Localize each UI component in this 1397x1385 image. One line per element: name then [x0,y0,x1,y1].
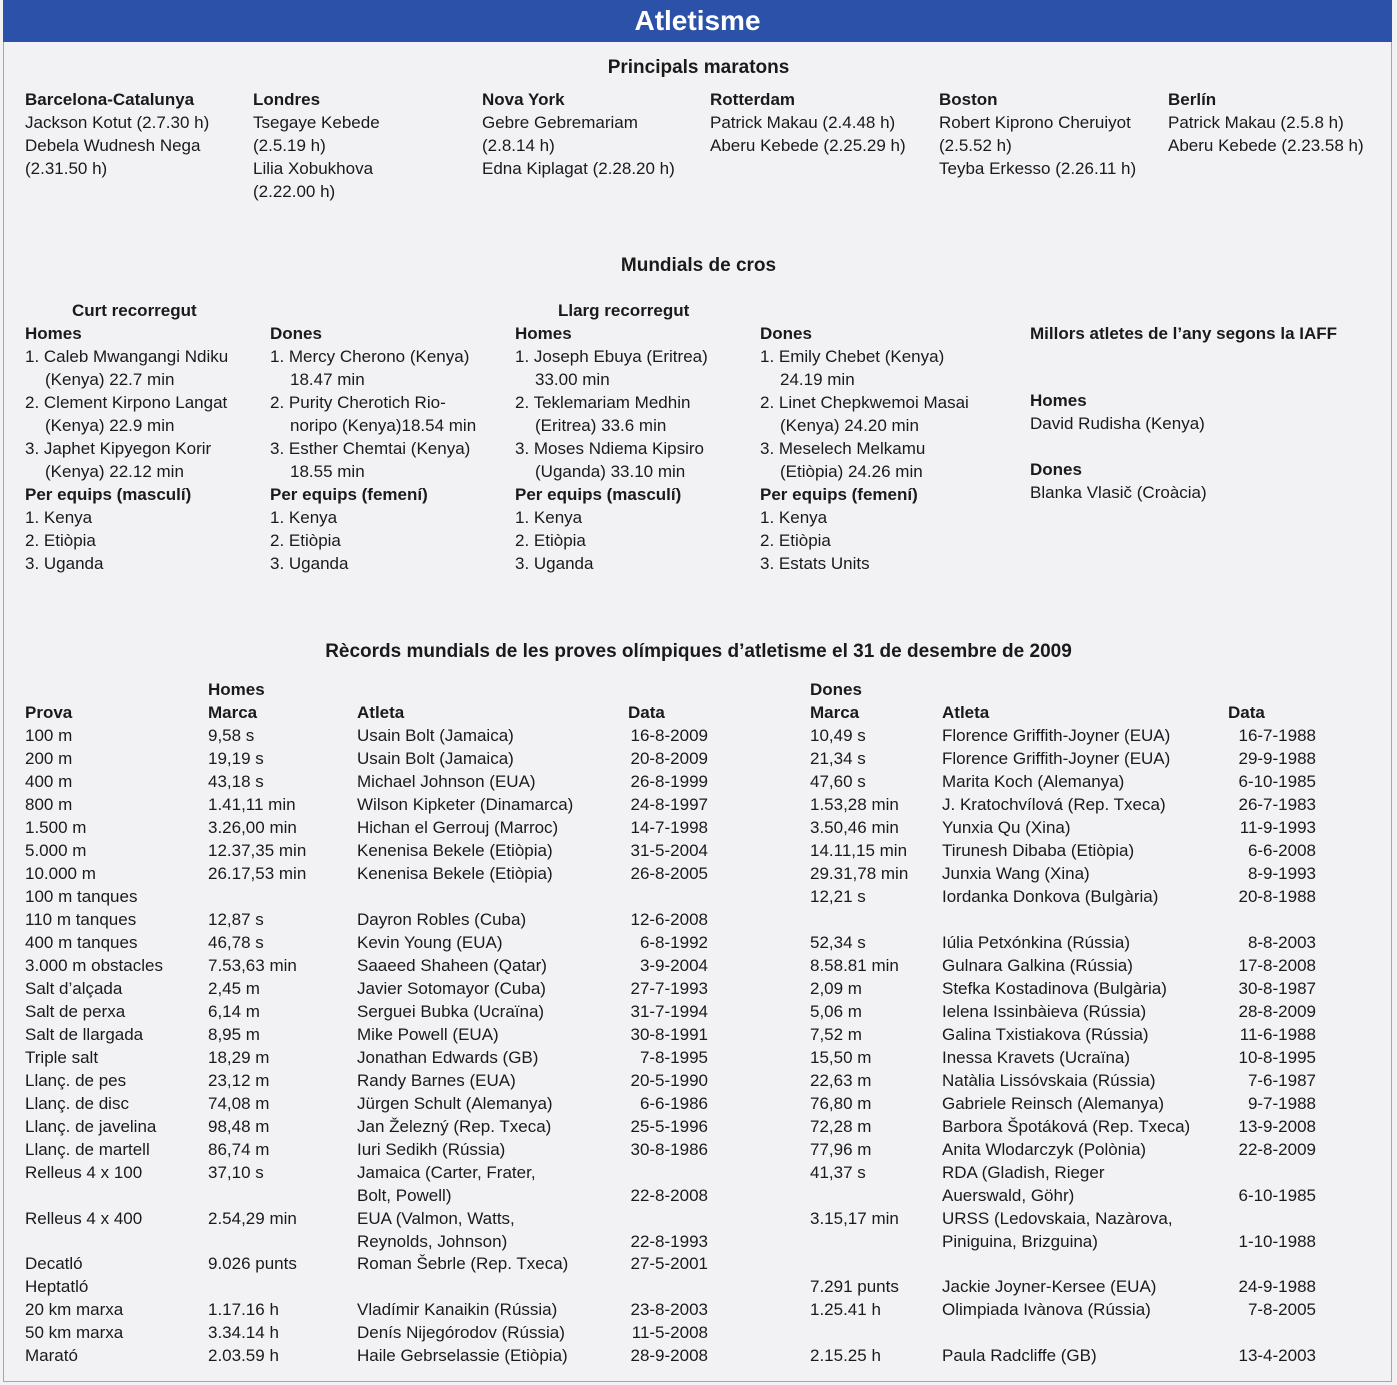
cros-team-head: Per equips (femení) [760,485,918,504]
record-women-athlete: Gulnara Galkina (Rússia) [942,956,1133,975]
record-men-athlete: Haile Gebrselassie (Etiòpia) [357,1346,568,1365]
marathon-city-name: Boston [939,90,998,109]
cros-result-line: 18.47 min [290,370,365,389]
record-women-mark: 52,34 s [810,933,866,952]
marathon-winner-line: Aberu Kebede (2.25.29 h) [710,136,906,155]
record-men-mark: 12,87 s [208,910,264,929]
record-men-athlete: Vladímir Kanaikin (Rússia) [357,1300,558,1319]
cros-result-line: (Kenya) 22.7 min [45,370,175,389]
record-event: Salt d’alçada [25,979,123,998]
record-women-athlete: Natàlia Lissóvskaia (Rússia) [942,1071,1156,1090]
iaff-women-label: Dones [1030,460,1082,479]
record-women-mark: 15,50 m [810,1048,872,1067]
cros-result-line: 1. Caleb Mwangangi Ndiku [25,347,229,366]
record-men-mark: 19,19 s [208,749,264,768]
cros-team-line: 1. Kenya [270,508,338,527]
record-men-athlete: Serguei Bubka (Ucraïna) [357,1002,545,1021]
marathons-heading: Principals maratons [607,57,790,78]
cros-result-line: 1. Mercy Cherono (Kenya) [270,347,470,366]
cros-column [25,322,228,575]
marathon-winner-line: Gebre Gebremariam [482,113,638,132]
records-heading: Rècords mundials de les proves olímpiques d’atletisme el 31 de desembre de 2009 [325,641,1072,662]
marathon-winner-line: (2.8.14 h) [482,136,555,155]
marathon-winner-line: Patrick Makau (2.4.48 h) [710,113,896,132]
cros-column [515,322,708,575]
record-men-date: 12-6-2008 [630,910,708,929]
cros-result-line: 24.19 min [780,370,855,389]
record-women-mark: 1.53,28 min [810,795,899,814]
record-event: 10.000 m [25,864,96,883]
cros-result-line: 2. Teklemariam Medhin [515,393,691,412]
cros-result-line: 3. Moses Ndiema Kipsiro [515,439,704,458]
record-event: Salt de perxa [25,1002,126,1021]
cros-column-head: Homes [515,324,572,343]
cros-result-line: (Uganda) 33.10 min [535,462,686,481]
record-women-athlete: Galina Txistiakova (Rússia) [942,1025,1149,1044]
cros-team-line: 3. Uganda [25,554,104,573]
cros-team-head: Per equips (masculí) [515,485,682,504]
record-men-mark: 74,08 m [208,1094,270,1113]
record-men-date: 20-8-2009 [630,749,708,768]
cros-result-line: 18.55 min [290,462,365,481]
cros-result-line: (Etiòpia) 24.26 min [780,462,923,481]
record-women-date: 11-6-1988 [1239,1025,1316,1044]
long-course-label: Llarg recorregut [558,301,690,320]
record-women-date: 16-7-1988 [1238,726,1316,745]
record-event: Llanç. de javelina [25,1117,157,1136]
record-event: 5.000 m [25,841,87,860]
marathon-winner-line: (2.5.52 h) [939,136,1012,155]
record-event: 3.000 m obstacles [25,956,163,975]
record-women-athlete: Marita Koch (Alemanya) [942,772,1125,791]
record-men-date: 24-8-1997 [630,795,708,814]
cros-team-line: 2. Etiòpia [760,531,831,550]
record-men-athlete: Jürgen Schult (Alemanya) [357,1094,553,1113]
record-event: 200 m [25,749,73,768]
record-men-athlete: Kevin Young (EUA) [357,933,503,952]
marathon-winner-line: Teyba Erkesso (2.26.11 h) [939,159,1137,178]
record-women-mark: 41,37 s [810,1163,866,1182]
record-women-athlete: Iúlia Petxónkina (Rússia) [942,933,1131,952]
marathon-winner-line: (2.5.19 h) [253,136,326,155]
record-women-athlete: URSS (Ledovskaia, Nazàrova, [942,1208,1173,1228]
marathon-winner-line: Patrick Makau (2.5.8 h) [1168,113,1344,132]
record-event: Decatló [25,1254,83,1273]
col-header-women-data: Data [1228,703,1265,722]
record-men-date: 26-8-1999 [630,772,708,791]
cros-result-line: noripo (Kenya)18.54 min [290,416,477,435]
record-event: Llanç. de disc [25,1094,129,1113]
record-women-athlete: Ielena Issinbàieva (Rússia) [942,1002,1147,1021]
record-men-athlete: Roman Šebrle (Rep. Txeca) [357,1254,569,1273]
marathon-winner-line: Robert Kiprono Cheruiyot [939,113,1131,132]
record-women-mark: 10,49 s [810,726,866,745]
record-men-athlete: Reynolds, Johnson) [357,1231,508,1251]
iaff-heading: Millors atletes de l’any segons la IAFF [1030,324,1338,343]
record-women-mark: 21,34 s [810,749,866,768]
record-event: Triple salt [25,1048,99,1067]
record-women-mark: 29.31,78 min [810,864,909,883]
records-men-label: Homes [208,680,265,699]
record-women-athlete: J. Kratochvílová (Rep. Txeca) [942,795,1166,814]
record-women-date: 22-8-2009 [1238,1140,1316,1159]
record-women-athlete: Iordanka Donkova (Bulgària) [942,887,1159,906]
record-men-date: 25-5-1996 [630,1117,708,1136]
record-women-date: 9-7-1988 [1247,1094,1316,1113]
record-women-date: 6-10-1985 [1238,1186,1316,1205]
cros-result-line: (Kenya) 24.20 min [780,416,919,435]
cros-team-line: 3. Uganda [270,554,349,573]
cros-team-line: 1. Kenya [25,508,93,527]
record-men-date: 20-5-1990 [630,1071,708,1090]
record-women-mark: 2.15.25 h [810,1346,881,1365]
record-event: Salt de llargada [25,1025,144,1044]
record-women-mark: 5,06 m [810,1002,862,1021]
cros-column [760,322,969,575]
record-women-date: 13-4-2003 [1238,1346,1316,1365]
col-header-women-atleta: Atleta [942,703,990,722]
record-men-mark: 46,78 s [208,933,264,952]
record-women-date: 7-6-1987 [1247,1071,1316,1090]
record-men-athlete: Jonathan Edwards (GB) [357,1048,539,1067]
record-men-mark: 43,18 s [208,772,264,791]
record-men-mark: 2.03.59 h [208,1346,279,1365]
record-women-date: 6-10-1985 [1238,772,1316,791]
cros-result-line: 3. Esther Chemtai (Kenya) [270,439,471,458]
record-women-date: 28-8-2009 [1238,1002,1316,1021]
record-men-mark: 3.26,00 min [208,818,297,837]
record-men-mark: 86,74 m [208,1140,270,1159]
record-women-athlete: Paula Radcliffe (GB) [942,1346,1097,1365]
record-men-athlete: Bolt, Powell) [357,1186,452,1205]
cros-team-line: 3. Uganda [515,554,594,573]
record-women-athlete: Florence Griffith-Joyner (EUA) [942,749,1171,768]
record-men-date: 22-8-1993 [630,1231,708,1251]
record-men-athlete: Randy Barnes (EUA) [357,1071,516,1090]
record-men-mark: 6,14 m [208,1002,260,1021]
cros-team-head: Per equips (femení) [270,485,428,504]
record-men-athlete: Jamaica (Carter, Frater, [357,1163,536,1182]
record-women-mark: 7.291 punts [810,1277,899,1296]
record-women-athlete: Auerswald, Göhr) [942,1186,1075,1205]
record-men-mark: 2.54,29 min [208,1208,297,1228]
record-event: Heptatló [25,1277,89,1296]
marathon-city-block [482,88,675,180]
record-women-date: 8-9-1993 [1247,864,1316,883]
marathon-winner-line: Debela Wudnesh Nega [25,136,201,155]
cros-result-line: 2. Clement Kirpono Langat [25,393,228,412]
record-men-mark: 7.53,63 min [208,956,297,975]
record-men-mark: 8,95 m [208,1025,260,1044]
marathon-winner-line: (2.31.50 h) [25,159,108,178]
record-women-date: 29-9-1988 [1238,749,1316,768]
record-men-mark: 3.34.14 h [208,1323,279,1342]
record-men-date: 27-7-1993 [630,979,708,998]
record-women-mark: 12,21 s [810,887,866,906]
record-men-date: 23-8-2003 [630,1300,708,1319]
record-women-mark: 77,96 m [810,1140,872,1159]
marathon-city-name: Berlín [1168,90,1217,109]
record-event: 50 km marxa [25,1323,124,1342]
cros-column-head: Dones [760,324,812,343]
record-women-date: 1-10-1988 [1238,1231,1316,1251]
cros-result-line: 1. Joseph Ebuya (Eritrea) [515,347,708,366]
record-women-mark: 14.11,15 min [810,841,908,860]
record-women-athlete: Barbora Špotáková (Rep. Txeca) [942,1117,1191,1136]
record-men-mark: 26.17,53 min [208,864,307,883]
record-men-mark: 9,58 s [208,726,255,745]
record-men-date: 11-5-2008 [631,1323,708,1342]
record-event: Marató [25,1346,78,1365]
cros-result-line: 3. Meselech Melkamu [760,439,926,458]
cros-result-line: 3. Japhet Kipyegon Korir [25,439,212,458]
record-men-mark: 18,29 m [208,1048,270,1067]
record-men-mark: 23,12 m [208,1071,270,1090]
record-men-mark: 1.17.16 h [208,1300,279,1319]
marathon-city-name: Rotterdam [710,90,796,109]
cros-result-line: (Kenya) 22.9 min [45,416,175,435]
record-women-date: 7-8-2005 [1247,1300,1316,1319]
record-event: 400 m tanques [25,933,138,952]
record-women-athlete: Junxia Wang (Xina) [942,864,1090,883]
cros-heading: Mundials de cros [620,255,777,276]
record-women-date: 26-7-1983 [1238,795,1316,814]
record-men-athlete: Kenenisa Bekele (Etiòpia) [357,841,553,860]
record-event: 800 m [25,795,73,814]
record-women-athlete: Florence Griffith-Joyner (EUA) [942,726,1171,745]
records-women-label: Dones [810,680,862,699]
col-header-prova: Prova [25,703,73,722]
cros-result-line: (Kenya) 22.12 min [45,462,184,481]
record-women-athlete: Jackie Joyner-Kersee (EUA) [942,1277,1157,1296]
record-men-date: 7-8-1995 [639,1048,708,1067]
record-men-athlete: Usain Bolt (Jamaica) [357,726,514,745]
record-men-date: 31-7-1994 [630,1002,708,1021]
record-men-mark: 37,10 s [208,1163,264,1182]
cros-team-line: 2. Etiòpia [270,531,341,550]
record-women-date: 11-9-1993 [1239,818,1316,837]
record-men-date: 30-8-1991 [630,1025,708,1044]
marathon-winner-line: Edna Kiplagat (2.28.20 h) [482,159,675,178]
record-women-date: 6-6-2008 [1247,841,1316,860]
iaff-men-label: Homes [1030,391,1087,410]
cros-team-head: Per equips (masculí) [25,485,192,504]
record-event: Llanç. de pes [25,1071,127,1090]
cros-team-line: 2. Etiòpia [515,531,586,550]
record-men-athlete: Saaeed Shaheen (Qatar) [357,956,547,975]
record-women-date: 10-8-1995 [1238,1048,1316,1067]
record-women-athlete: Yunxia Qu (Xina) [942,818,1071,837]
record-women-athlete: Inessa Kravets (Ucraïna) [942,1048,1131,1067]
record-men-date: 31-5-2004 [630,841,708,860]
record-men-athlete: Wilson Kipketer (Dinamarca) [357,795,574,814]
record-women-date: 24-9-1988 [1238,1277,1316,1296]
marathon-city-name: Barcelona-Catalunya [25,90,195,109]
cros-column-head: Dones [270,324,322,343]
record-women-athlete: RDA (Gladish, Rieger [942,1163,1105,1182]
record-women-date: 30-8-1987 [1238,979,1316,998]
record-women-date: 20-8-1988 [1238,887,1316,906]
record-event: Llanç. de martell [25,1140,150,1159]
record-women-athlete: Tirunesh Dibaba (Etiòpia) [942,841,1135,860]
marathon-winner-line: (2.22.00 h) [253,182,336,201]
record-men-athlete: Michael Johnson (EUA) [357,772,536,791]
record-women-mark: 8.58.81 min [810,956,899,975]
record-men-date: 6-6-1986 [639,1094,708,1113]
cros-result-line: 1. Emily Chebet (Kenya) [760,347,945,366]
record-event: 400 m [25,772,73,791]
record-men-date: 16-8-2009 [630,726,708,745]
marathon-city-block [710,88,906,157]
record-men-athlete: Jan Železný (Rep. Txeca) [357,1117,552,1136]
page-title: Atletisme [3,0,1392,42]
marathon-city-block [1168,88,1364,157]
record-women-mark: 7,52 m [810,1025,862,1044]
record-women-athlete: Stefka Kostadinova (Bulgària) [942,979,1167,998]
col-header-men-atleta: Atleta [357,703,405,722]
record-event: Relleus 4 x 100 [25,1163,143,1182]
cros-result-line: 2. Linet Chepkwemoi Masai [760,393,969,412]
record-women-mark: 3.15,17 min [810,1208,899,1228]
col-header-men-marca: Marca [208,703,258,722]
record-women-mark: 1.25.41 h [810,1300,881,1319]
record-event: 110 m tanques [25,910,137,929]
record-men-date: 22-8-2008 [630,1186,708,1205]
record-men-mark: 1.41,11 min [208,795,296,814]
record-men-date: 3-9-2004 [639,956,708,975]
marathon-city-block [939,88,1136,180]
record-women-mark: 3.50,46 min [810,818,899,837]
short-course-label: Curt recorregut [72,301,197,320]
record-men-athlete: Javier Sotomayor (Cuba) [357,979,546,998]
record-men-date: 30-8-1986 [630,1140,708,1159]
record-men-athlete: Dayron Robles (Cuba) [357,910,527,929]
marathon-city-block [25,88,209,180]
marathon-winner-line: Lilia Xobukhova [253,159,374,178]
record-men-athlete: Denís Nijegórodov (Rússia) [357,1323,565,1342]
record-men-date: 14-7-1998 [630,818,708,837]
record-men-athlete: EUA (Valmon, Watts, [357,1208,515,1228]
record-men-mark: 2,45 m [208,979,260,998]
record-event: 100 m [25,726,73,745]
iaff-women-athlete: Blanka Vlasič (Croàcia) [1030,483,1207,502]
record-women-mark: 47,60 s [810,772,866,791]
cros-result-line: 2. Purity Cherotich Rio- [270,393,446,412]
record-men-athlete: Mike Powell (EUA) [357,1025,499,1044]
record-men-date: 6-8-1992 [639,933,708,952]
record-women-mark: 72,28 m [810,1117,872,1136]
record-women-date: 13-9-2008 [1238,1117,1316,1136]
record-women-date: 8-8-2003 [1247,933,1316,952]
record-women-athlete: Olimpiada Ivànova (Rússia) [942,1300,1151,1319]
record-women-mark: 2,09 m [810,979,862,998]
record-women-athlete: Anita Wlodarczyk (Polònia) [942,1140,1147,1159]
marathon-winner-line: Jackson Kotut (2.7.30 h) [25,113,210,132]
record-women-mark: 76,80 m [810,1094,872,1113]
marathon-city-name: Londres [253,90,321,109]
record-men-athlete: Hichan el Gerrouj (Marroc) [357,818,559,837]
record-event: 20 km marxa [25,1300,124,1319]
record-men-athlete: Usain Bolt (Jamaica) [357,749,514,768]
record-event: 1.500 m [25,818,87,837]
record-women-athlete: Piniguina, Brizguina) [942,1231,1098,1251]
record-men-mark: 12.37,35 min [208,841,307,860]
record-men-athlete: Kenenisa Bekele (Etiòpia) [357,864,553,883]
marathon-city-block [253,88,380,203]
marathon-winner-line: Tsegaye Kebede [253,113,380,132]
col-header-men-data: Data [628,703,665,722]
record-women-athlete: Gabriele Reinsch (Alemanya) [942,1094,1165,1113]
marathon-winner-line: Aberu Kebede (2.23.58 h) [1168,136,1364,155]
record-event: Relleus 4 x 400 [25,1208,143,1228]
col-header-women-marca: Marca [810,703,860,722]
iaff-block [1030,322,1337,504]
cros-column-head: Homes [25,324,82,343]
cros-team-line: 1. Kenya [760,508,828,527]
record-men-mark: 9.026 punts [208,1254,297,1273]
record-women-mark: 22,63 m [810,1071,872,1090]
cros-column [270,322,476,575]
record-men-athlete: Iuri Sedikh (Rússia) [357,1140,506,1159]
cros-result-line: 33.00 min [535,370,610,389]
record-men-mark: 98,48 m [208,1117,270,1136]
cros-result-line: (Eritrea) 33.6 min [535,416,667,435]
cros-team-line: 1. Kenya [515,508,583,527]
cros-team-line: 3. Estats Units [760,554,870,573]
record-men-date: 26-8-2005 [630,864,708,883]
record-women-date: 17-8-2008 [1238,956,1316,975]
marathon-city-name: Nova York [482,90,565,109]
record-event: 100 m tanques [25,887,138,906]
record-men-date: 27-5-2001 [630,1254,708,1273]
record-men-date: 28-9-2008 [630,1346,708,1365]
cros-team-line: 2. Etiòpia [25,531,96,550]
iaff-men-athlete: David Rudisha (Kenya) [1030,414,1205,433]
